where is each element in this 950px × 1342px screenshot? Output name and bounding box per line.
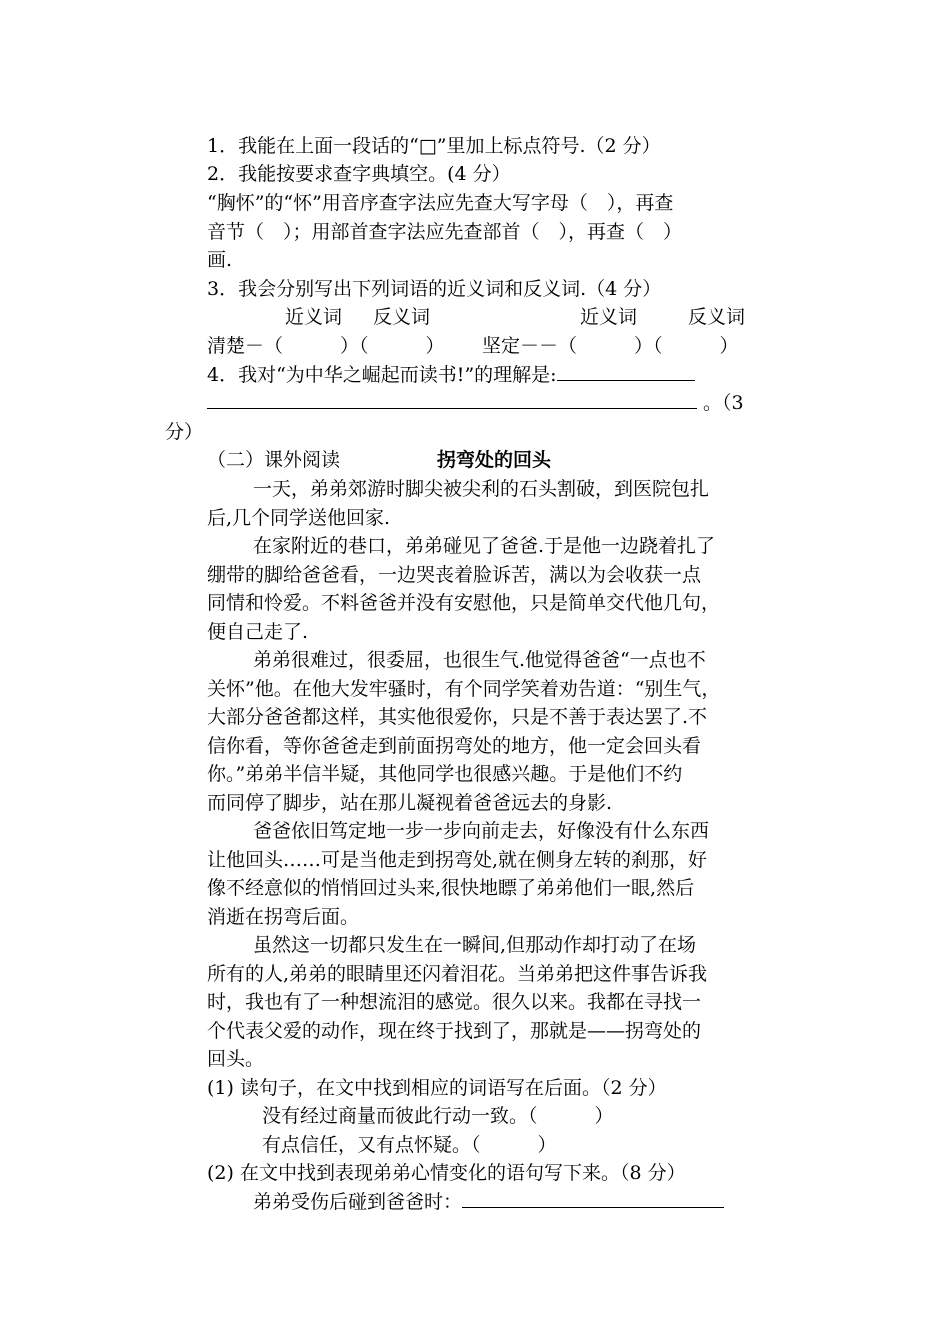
reading-question-2-a-text: 弟弟受伤后碰到爸爸时： bbox=[253, 1191, 463, 1213]
question-4-text: 4．我对“为中华之崛起而读书!”的理解是: bbox=[207, 364, 557, 386]
paragraph-3-line-6: 而同停了脚步，站在那儿凝视着爸爸远去的身影. bbox=[207, 792, 613, 814]
paragraph-5-line-2: 所有的人,弟弟的眼睛里还闪着泪花。当弟弟把这件事告诉我 bbox=[207, 963, 708, 985]
paragraph-5-line-3: 时，我也有了一种想流泪的感觉。很久以来。我都在寻找一 bbox=[207, 991, 702, 1013]
paragraph-5-line-4: 个代表父爱的动作，现在终于找到了，那就是——拐弯处的 bbox=[207, 1020, 702, 1042]
question-2-line-3: 画. bbox=[207, 249, 233, 271]
answer-blank[interactable] bbox=[557, 362, 695, 381]
paragraph-3-line-3: 大部分爸爸都这样，其实他很爱你，只是不善于表达罢了.不 bbox=[207, 706, 708, 728]
paragraph-4-line-1: 爸爸依旧笃定地一步一步向前走去，好像没有什么东西 bbox=[253, 820, 710, 842]
synonym-header-2: 近义词 bbox=[580, 306, 638, 328]
question-2-line-2: 音节（ ）；用部首查字法应先查部首（ ），再查（ ） bbox=[207, 221, 683, 243]
paragraph-2-line-4: 便自己走了. bbox=[207, 621, 309, 643]
paragraph-2-line-2: 绷带的脚给爸爸看，一边哭丧着脸诉苦，满以为会收获一点 bbox=[207, 564, 702, 586]
question-3: 3．我会分别写出下列词语的近义词和反义词.（4 分） bbox=[207, 278, 662, 300]
reading-question-1-a: 没有经过商量而彼此行动一致。（ ） bbox=[262, 1105, 614, 1127]
question-3-item-2: 坚定－－（ ）（ ） bbox=[482, 335, 739, 357]
reading-question-1: (1) 读句子，在文中找到相应的词语写在后面。（2 分） bbox=[207, 1077, 667, 1099]
paragraph-3-line-5: 你。”弟弟半信半疑，其他同学也很感兴趣。于是他们不约 bbox=[207, 763, 683, 785]
paragraph-5-line-1: 虽然这一切都只发生在一瞬间,但那动作却打动了在场 bbox=[253, 934, 697, 956]
question-4-end: 。（3 bbox=[703, 392, 744, 414]
paragraph-4-line-2: 让他回头……可是当他走到拐弯处,就在侧身左转的刹那，好 bbox=[207, 849, 708, 871]
question-3-item-1: 清楚－（ ）（ ） bbox=[207, 335, 445, 357]
question-1: 1．我能在上面一段话的“□”里加上标点符号.（2 分） bbox=[207, 135, 661, 157]
paragraph-3-line-2: 关怀”他。在他大发牢骚时，有个同学笑着劝告道：“别生气， bbox=[207, 678, 721, 700]
paragraph-3-line-4: 信你看，等你爸爸走到前面拐弯处的地方，他一定会回头看 bbox=[207, 735, 702, 757]
answer-blank[interactable] bbox=[207, 390, 697, 409]
antonym-header-2: 反义词 bbox=[688, 306, 746, 328]
question-4 bbox=[207, 361, 695, 389]
antonym-header-1: 反义词 bbox=[373, 306, 431, 328]
question-4-line-2 bbox=[207, 389, 744, 417]
section-label: （二）课外阅读 bbox=[207, 449, 341, 471]
reading-question-1-b: 有点信任，又有点怀疑。（ ） bbox=[262, 1134, 557, 1156]
paragraph-1-line-1: 一天，弟弟郊游时脚尖被尖利的石头割破，到医院包扎 bbox=[253, 478, 710, 500]
question-2: 2．我能按要求查字典填空。(4 分） bbox=[207, 163, 511, 185]
paragraph-4-line-3: 像不经意似的悄悄回过头来,很快地瞟了弟弟他们一眼,然后 bbox=[207, 877, 695, 899]
answer-blank[interactable] bbox=[462, 1189, 724, 1208]
paragraph-2-line-3: 同情和怜爱。不料爸爸并没有安慰他，只是简单交代他几句， bbox=[207, 592, 721, 614]
synonym-header-1: 近义词 bbox=[285, 306, 343, 328]
section-title: 拐弯处的回头 bbox=[437, 449, 552, 471]
paragraph-4-line-4: 消逝在拐弯后面。 bbox=[207, 906, 360, 928]
reading-question-2: (2) 在文中找到表现弟弟心情变化的语句写下来。（8 分） bbox=[207, 1162, 686, 1184]
question-4-score: 分） bbox=[165, 421, 204, 443]
paragraph-5-line-5: 回头。 bbox=[207, 1048, 265, 1070]
paragraph-2-line-1: 在家附近的巷口，弟弟碰见了爸爸.于是他一边跷着扎了 bbox=[253, 535, 716, 557]
question-2-line-1: “胸怀”的“怀”用音序查字法应先查大写字母（ ），再查 bbox=[207, 192, 674, 214]
reading-question-2-a bbox=[253, 1188, 724, 1216]
paragraph-1-line-2: 后,几个同学送他回家. bbox=[207, 507, 391, 529]
paragraph-3-line-1: 弟弟很难过，很委屈，也很生气.他觉得爸爸“一点也不 bbox=[253, 649, 706, 671]
